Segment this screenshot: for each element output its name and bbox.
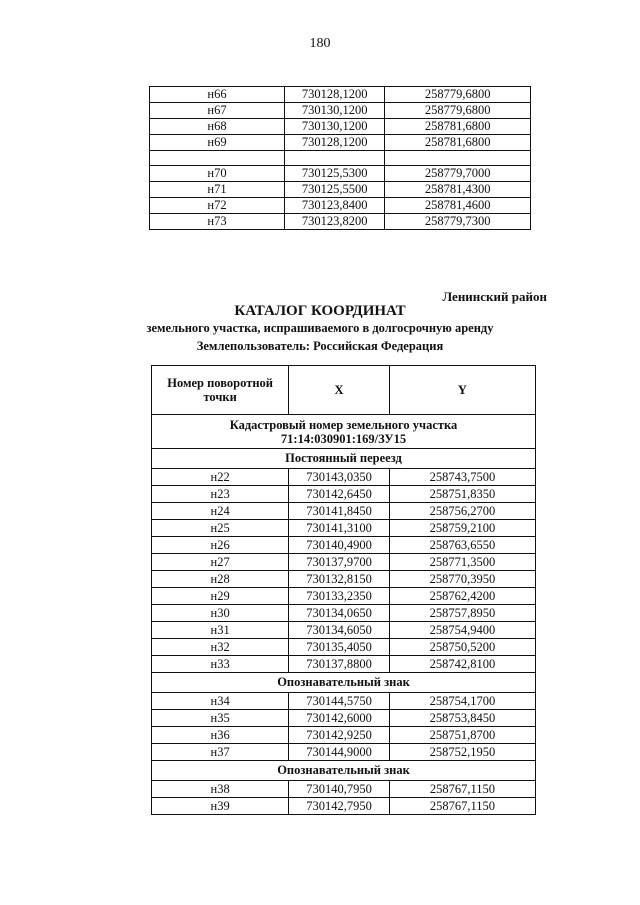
point-number-cell: н69	[150, 135, 285, 151]
x-coordinate-cell: 730144,5750	[289, 693, 390, 710]
x-coordinate-cell: 730125,5500	[284, 182, 384, 198]
x-coordinate-cell: 730125,5300	[284, 166, 384, 182]
x-coordinate-cell: 730130,1200	[284, 119, 384, 135]
y-coordinate-cell: 258763,6550	[389, 537, 535, 554]
section-header-row	[152, 761, 536, 781]
x-coordinate-cell: 730134,6050	[289, 622, 390, 639]
y-coordinate-cell: 258781,6800	[385, 135, 531, 151]
catalog-title: КАТАЛОГ КООРДИНАТ	[234, 303, 406, 319]
district-name: Ленинский район	[442, 289, 547, 304]
header-y: Y	[389, 366, 535, 415]
table-row	[152, 798, 536, 815]
header-point-number: Номер поворотной точки	[152, 366, 289, 415]
point-number-cell: н31	[152, 622, 289, 639]
table-row	[152, 639, 536, 656]
table-row	[152, 469, 536, 486]
page-number: 180	[309, 36, 331, 51]
table-row	[152, 554, 536, 571]
point-number-cell: н35	[152, 710, 289, 727]
x-coordinate-cell: 730130,1200	[284, 103, 384, 119]
table-row	[152, 744, 536, 761]
point-number-cell: н34	[152, 693, 289, 710]
table-row	[150, 214, 531, 230]
y-coordinate-cell: 258779,6800	[385, 103, 531, 119]
y-coordinate-cell: 258781,4300	[385, 182, 531, 198]
table-row	[152, 622, 536, 639]
point-number-cell	[150, 151, 285, 166]
cadastral-number: 71:14:030901:169/ЗУ15	[280, 431, 407, 446]
y-coordinate-cell: 258767,1150	[389, 798, 535, 815]
y-coordinate-cell	[385, 151, 531, 166]
table-row	[150, 119, 531, 135]
point-number-cell: н71	[150, 182, 285, 198]
point-number-cell: н39	[152, 798, 289, 815]
table-row	[152, 693, 536, 710]
x-coordinate-cell: 730128,1200	[284, 135, 384, 151]
table-row	[152, 588, 536, 605]
point-number-cell: н72	[150, 198, 285, 214]
table-row	[152, 710, 536, 727]
table-row	[152, 537, 536, 554]
table-row	[152, 486, 536, 503]
table-row	[150, 151, 531, 166]
x-coordinate-cell: 730142,6450	[289, 486, 390, 503]
point-number-cell: н66	[150, 87, 285, 103]
section-title: Опознавательный знак	[152, 761, 536, 781]
y-coordinate-cell: 258779,7000	[385, 166, 531, 182]
table-row	[150, 166, 531, 182]
x-coordinate-cell: 730135,4050	[289, 639, 390, 656]
point-number-cell: н32	[152, 639, 289, 656]
y-coordinate-cell: 258762,4200	[389, 588, 535, 605]
x-coordinate-cell: 730140,4900	[289, 537, 390, 554]
x-coordinate-cell: 730134,0650	[289, 605, 390, 622]
x-coordinate-cell: 730142,7950	[289, 798, 390, 815]
y-coordinate-cell: 258752,1950	[389, 744, 535, 761]
point-number-cell: н29	[152, 588, 289, 605]
cadastral-label: Кадастровый номер земельного участка	[229, 417, 458, 432]
x-coordinate-cell: 730133,2350	[289, 588, 390, 605]
x-coordinate-cell: 730142,6000	[289, 710, 390, 727]
cadastral-row	[152, 415, 536, 449]
y-coordinate-cell: 258767,1150	[389, 781, 535, 798]
y-coordinate-cell: 258781,4600	[385, 198, 531, 214]
x-coordinate-cell: 730137,8800	[289, 656, 390, 673]
section-header-row	[152, 673, 536, 693]
point-number-cell: н38	[152, 781, 289, 798]
y-coordinate-cell: 258750,5200	[389, 639, 535, 656]
point-number-cell: н22	[152, 469, 289, 486]
x-coordinate-cell: 730128,1200	[284, 87, 384, 103]
y-coordinate-cell: 258751,8350	[389, 486, 535, 503]
x-coordinate-cell: 730123,8200	[284, 214, 384, 230]
point-number-cell: н28	[152, 571, 289, 588]
section-title: Опознавательный знак	[152, 673, 536, 693]
y-coordinate-cell: 258771,3500	[389, 554, 535, 571]
coordinates-catalog-table	[151, 365, 536, 815]
table-row	[150, 182, 531, 198]
point-number-cell: н26	[152, 537, 289, 554]
table-row	[152, 503, 536, 520]
x-coordinate-cell	[284, 151, 384, 166]
subtitle-purpose: земельного участка, испрашиваемого в долгосрочную аренду	[146, 321, 494, 335]
section-title: Постоянный переезд	[152, 449, 536, 469]
point-number-cell: н27	[152, 554, 289, 571]
y-coordinate-cell: 258779,6800	[385, 87, 531, 103]
point-number-cell: н25	[152, 520, 289, 537]
x-coordinate-cell: 730137,9700	[289, 554, 390, 571]
y-coordinate-cell: 258781,6800	[385, 119, 531, 135]
x-coordinate-cell: 730142,9250	[289, 727, 390, 744]
x-coordinate-cell: 730144,9000	[289, 744, 390, 761]
point-number-cell: н24	[152, 503, 289, 520]
section-header-row	[152, 449, 536, 469]
y-coordinate-cell: 258779,7300	[385, 214, 531, 230]
y-coordinate-cell: 258770,3950	[389, 571, 535, 588]
table-row	[150, 135, 531, 151]
point-number-cell: н30	[152, 605, 289, 622]
table-row	[152, 605, 536, 622]
y-coordinate-cell: 258753,8450	[389, 710, 535, 727]
table-row	[150, 87, 531, 103]
x-coordinate-cell: 730143,0350	[289, 469, 390, 486]
y-coordinate-cell: 258754,9400	[389, 622, 535, 639]
y-coordinate-cell: 258756,2700	[389, 503, 535, 520]
y-coordinate-cell: 258742,8100	[389, 656, 535, 673]
point-number-cell: н23	[152, 486, 289, 503]
table-row	[150, 103, 531, 119]
table-row	[152, 727, 536, 744]
point-number-cell: н73	[150, 214, 285, 230]
table-row	[152, 520, 536, 537]
point-number-cell: н37	[152, 744, 289, 761]
point-number-cell: н67	[150, 103, 285, 119]
y-coordinate-cell: 258743,7500	[389, 469, 535, 486]
table-header-row	[152, 366, 536, 415]
y-coordinate-cell: 258759,2100	[389, 520, 535, 537]
x-coordinate-cell: 730132,8150	[289, 571, 390, 588]
header-x: X	[289, 366, 390, 415]
cadastral-cell	[152, 415, 536, 449]
point-number-cell: н68	[150, 119, 285, 135]
point-number-cell: н36	[152, 727, 289, 744]
top-coordinates-table	[149, 86, 531, 230]
subtitle-land-user: Землепользователь: Российская Федерация	[196, 339, 444, 353]
table-row	[152, 656, 536, 673]
x-coordinate-cell: 730140,7950	[289, 781, 390, 798]
y-coordinate-cell: 258751,8700	[389, 727, 535, 744]
table-row	[152, 571, 536, 588]
x-coordinate-cell: 730123,8400	[284, 198, 384, 214]
x-coordinate-cell: 730141,8450	[289, 503, 390, 520]
y-coordinate-cell: 258757,8950	[389, 605, 535, 622]
x-coordinate-cell: 730141,3100	[289, 520, 390, 537]
table-row	[150, 198, 531, 214]
y-coordinate-cell: 258754,1700	[389, 693, 535, 710]
table-row	[152, 781, 536, 798]
point-number-cell: н70	[150, 166, 285, 182]
point-number-cell: н33	[152, 656, 289, 673]
